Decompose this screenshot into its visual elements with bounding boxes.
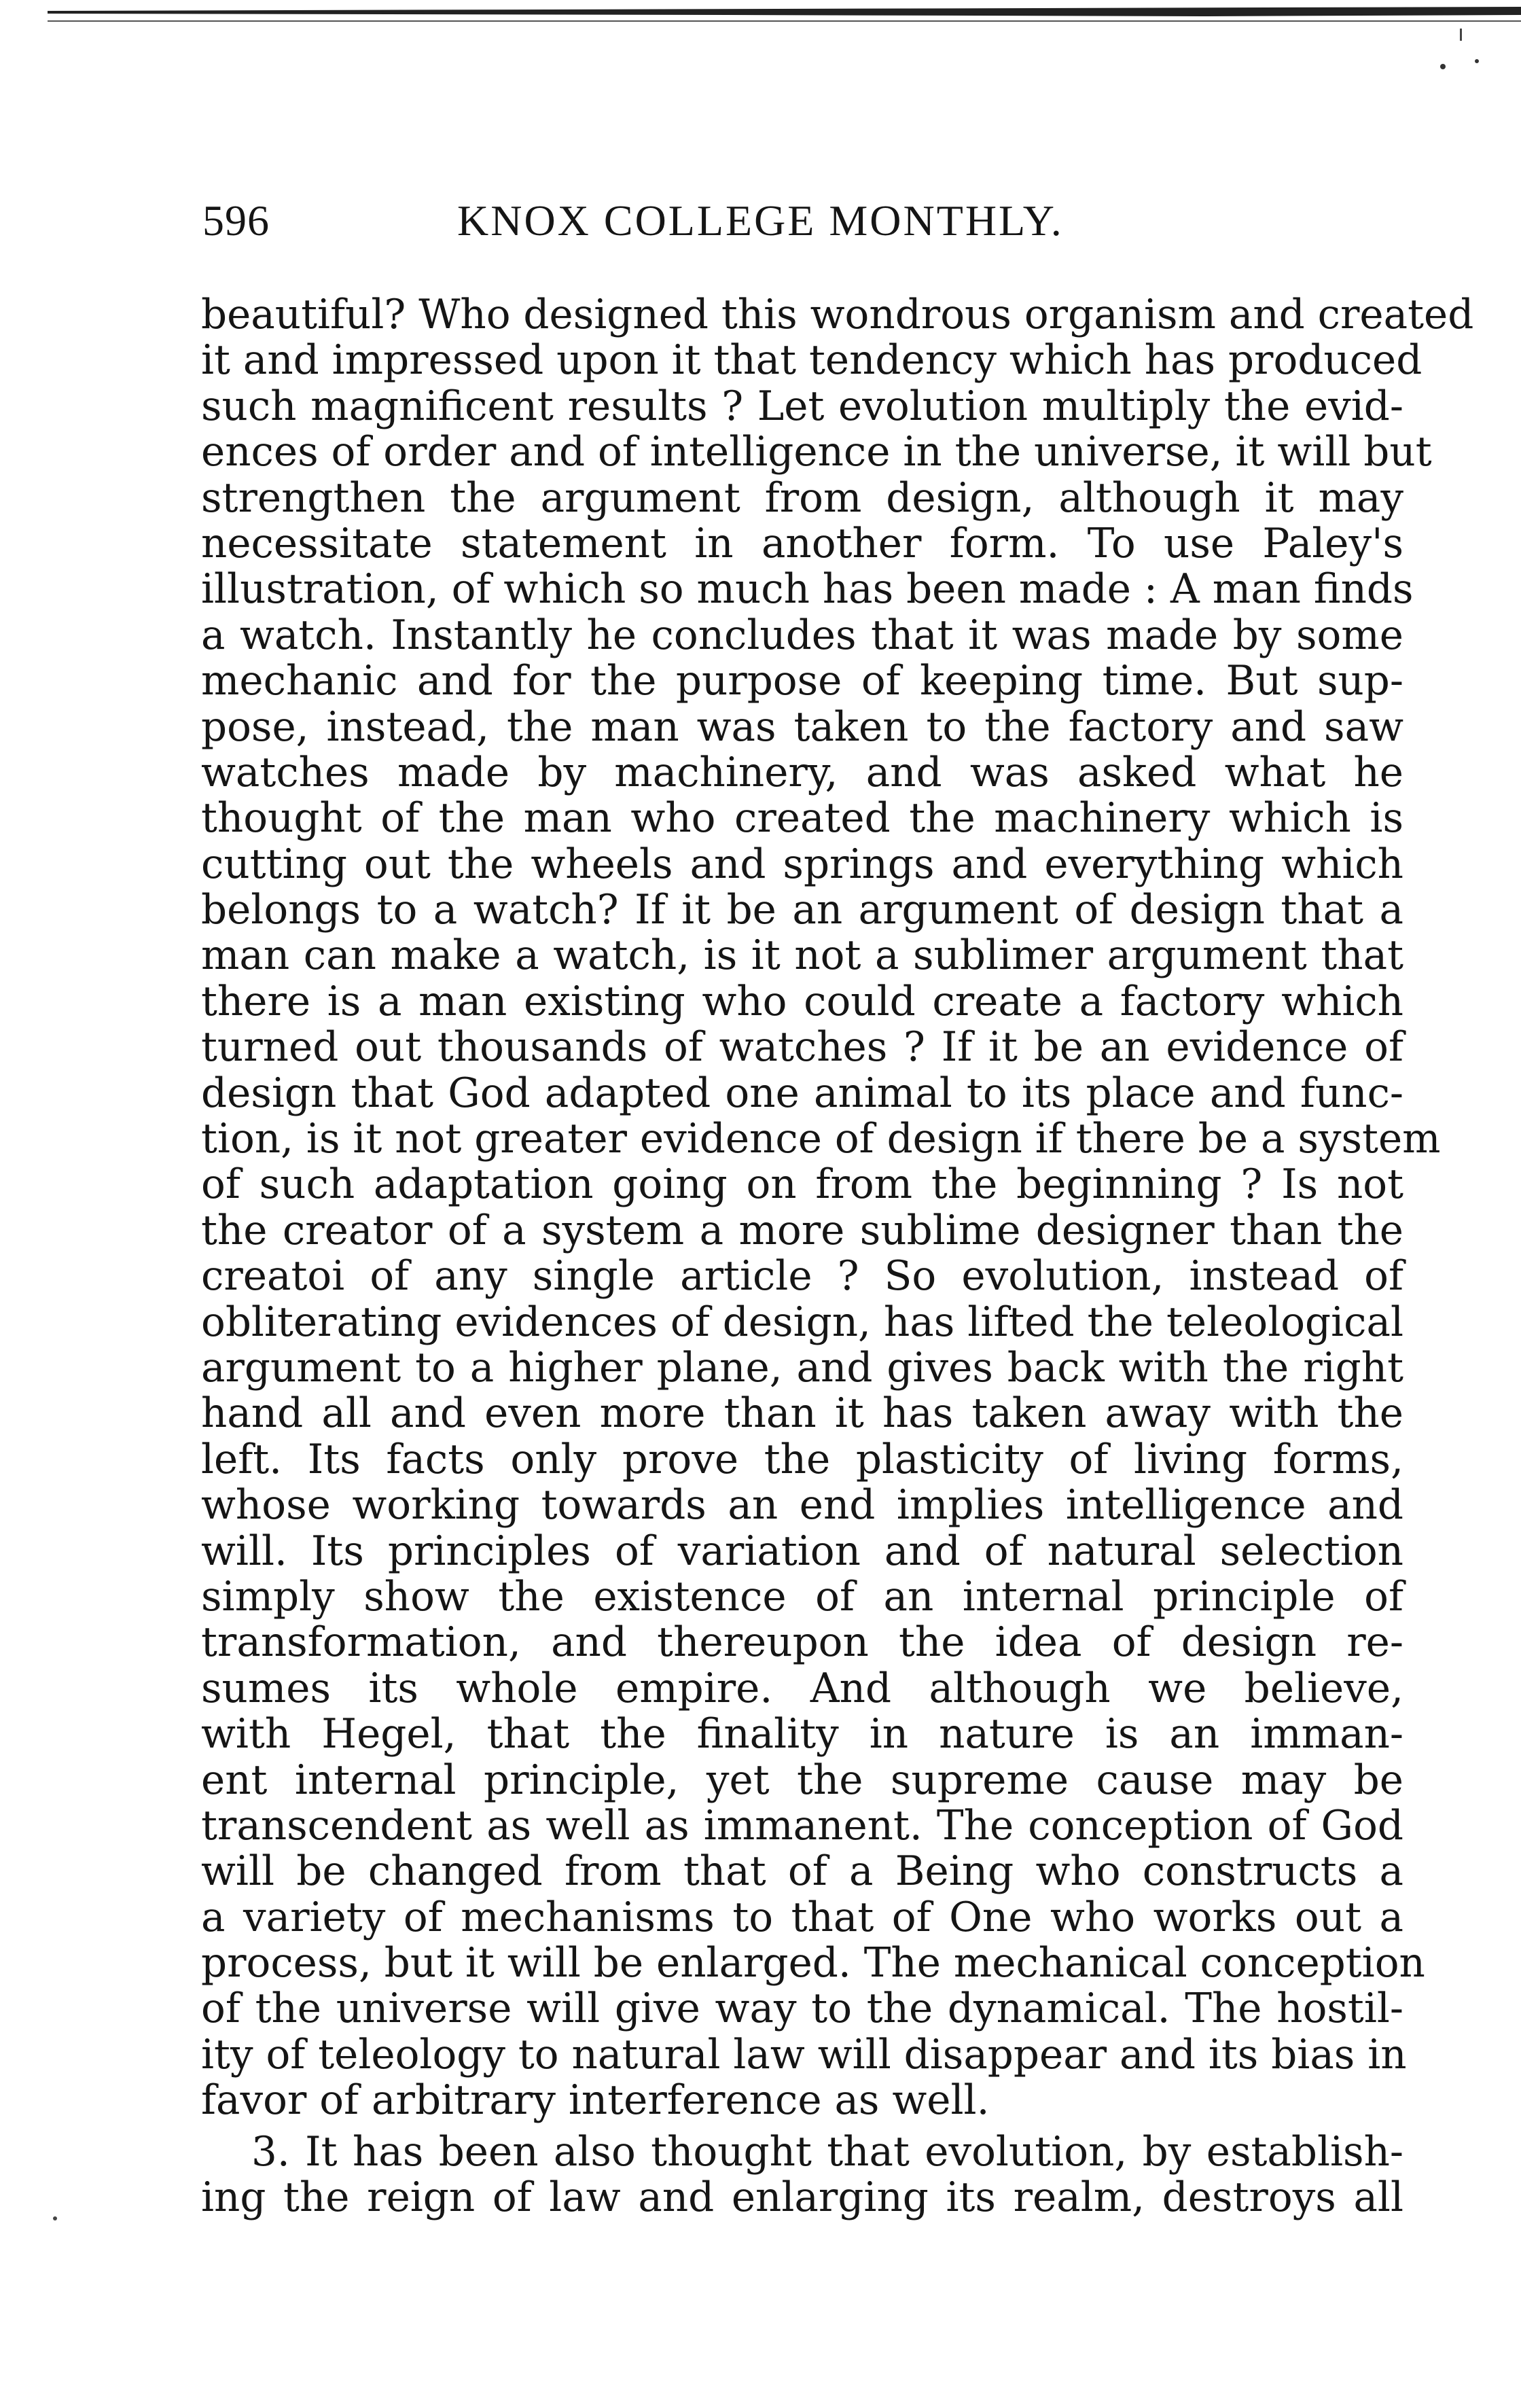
text-line: whose working towards an end implies intelligence and (201, 1482, 1403, 1529)
text-line: hand all and even more than it has taken away with the (201, 1390, 1403, 1438)
text-line: favor of arbitrary interference as well. (201, 2077, 990, 2125)
text-line: sumes its whole empire. And although we believe, (201, 1665, 1403, 1712)
text-line: 3. It has been also thought that evolution, by establish- (251, 2128, 1403, 2176)
text-line: the creator of a system a more sublime designer than the (201, 1207, 1403, 1254)
text-line: argument to a higher plane, and gives back with the right (201, 1344, 1403, 1392)
text-line: creatoi of any single article ? So evolution, instead of (201, 1253, 1403, 1300)
text-line: pose, instead, the man was taken to the factory and saw (201, 703, 1403, 751)
text-line: it and impressed upon it that tendency which has produced (201, 337, 1422, 385)
text-line: a variety of mechanisms to that of One who works out a (201, 1894, 1403, 1941)
body-text (201, 291, 1474, 2222)
text-line: illustration, of which so much has been made : A man finds (201, 566, 1414, 614)
running-title: KNOX COLLEGE MONTHLY. (457, 196, 1064, 245)
text-line: ences of order and of intelligence in the universe, it will but (201, 429, 1432, 476)
margin-speck (53, 2216, 57, 2220)
text-line: strengthen the argument from design, although it may (201, 474, 1403, 522)
text-line: a watch. Instantly he concludes that it was made by some (201, 612, 1403, 659)
text-line: will be changed from that of a Being who constructs a (201, 1848, 1403, 1896)
text-line: there is a man existing who could create a factory which (201, 978, 1403, 1025)
text-line: transcendent as well as immanent. The conception of God (201, 1802, 1403, 1849)
text-line: with Hegel, that the finality in nature is an imman- (201, 1711, 1403, 1758)
text-line: cutting out the wheels and springs and everything which (201, 840, 1403, 888)
text-line: beautiful? Who designed this wondrous organism and created (201, 291, 1474, 338)
page-header (202, 196, 1398, 264)
page-number: 596 (202, 196, 270, 245)
text-line: tion, is it not greater evidence of design if there be a system (201, 1116, 1441, 1163)
text-line: watches made by machinery, and was asked what he (201, 749, 1403, 796)
text-line: will. Its principles of variation and of natural selection (201, 1527, 1403, 1575)
text-line: belongs to a watch? If it be an argument of design that a (201, 887, 1403, 934)
text-line: of the universe will give way to the dynamical. The hostil- (201, 1985, 1403, 2033)
text-line: design that God adapted one animal to its place and func- (201, 1069, 1403, 1117)
text-line: transformation, and thereupon the idea of design re- (201, 1619, 1403, 1667)
text-line: of such adaptation going on from the beginning ? Is not (201, 1161, 1403, 1209)
text-line: ity of teleology to natural law will disappear and its bias in (201, 2031, 1407, 2078)
text-line: process, but it will be enlarged. The mechanical conception (201, 1940, 1425, 1987)
text-line: simply show the existence of an internal principle of (201, 1573, 1403, 1621)
text-line: thought of the man who created the machinery which is (201, 795, 1403, 843)
text-line: obliterating evidences of design, has lifted the teleological (201, 1298, 1403, 1346)
text-line: turned out thousands of watches ? If it be an evidence of (201, 1024, 1403, 1072)
text-line: such magnificent results ? Let evolution multiply the evid- (201, 383, 1403, 430)
paragraph (201, 291, 1474, 2125)
text-line: man can make a watch, is it not a sublimer argument that (201, 932, 1403, 980)
scan-specks (1249, 0, 1521, 82)
text-line: necessitate statement in another form. To use Paley's (201, 520, 1403, 567)
text-line: mechanic and for the purpose of keeping time. But sup- (201, 658, 1403, 705)
text-line: left. Its facts only prove the plasticity of living forms, (201, 1436, 1403, 1483)
text-line: ent internal principle, yet the supreme cause may be (201, 1756, 1403, 1804)
text-line: ing the reign of law and enlarging its realm, destroys all (201, 2174, 1403, 2222)
paragraph (201, 2129, 1403, 2221)
